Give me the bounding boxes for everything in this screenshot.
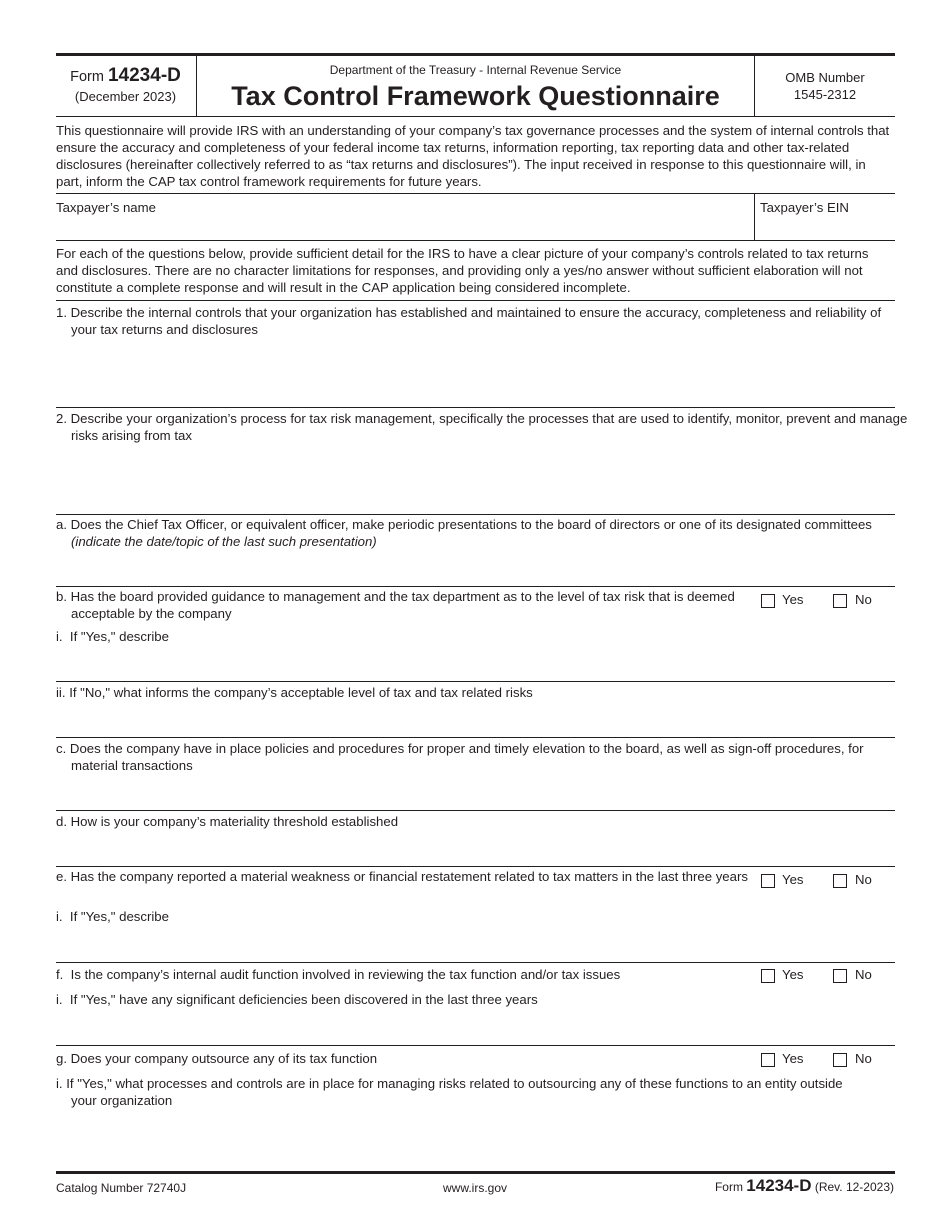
- question-d-answer-area[interactable]: [56, 831, 895, 865]
- taxpayer-ein-field[interactable]: [755, 194, 895, 240]
- form-id-block: [56, 66, 195, 106]
- question-f-no-label: No: [855, 967, 872, 982]
- taxpayer-name-field[interactable]: [56, 194, 754, 240]
- intro-paragraph: This questionnaire will provide IRS with an understanding of your company’s tax governance processes and the system of internal controls that ensure the accuracy and completeness of your federal income tax returns, information reporting, tax reporting data and other tax-related disclosures (hereinafter collectively referred to as “tax returns and disclosures”). The input received in response to this questionnaire will, in part, inform the CAP tax control framework requirements for future years.: [56, 123, 890, 189]
- footer-revision: (Rev. 12-2023): [814, 1180, 894, 1194]
- question-g-yes-label: Yes: [782, 1051, 804, 1066]
- question-e-no-label: No: [855, 872, 872, 887]
- question-e-i-answer-area[interactable]: [56, 926, 895, 960]
- question-a-rule: [56, 586, 895, 587]
- question-d-rule: [56, 866, 895, 867]
- question-2-answer-area[interactable]: [56, 446, 895, 512]
- question-b-yes-checkbox[interactable]: [761, 594, 775, 608]
- question-a-answer-area[interactable]: [56, 552, 895, 584]
- question-2-rule: [56, 514, 895, 515]
- question-e-rule: [56, 962, 895, 963]
- catalog-number: Catalog Number 72740J: [56, 1181, 187, 1195]
- question-b-i: i. If "Yes," describe: [56, 629, 169, 644]
- omb-label: OMB Number: [785, 70, 865, 85]
- question-a-italic: (indicate the date/topic of the last such presentation): [71, 534, 377, 549]
- question-b-ii: ii. If "No," what informs the company’s acceptable level of tax and tax related risks: [56, 685, 533, 700]
- form-date: (December 2023): [74, 89, 177, 104]
- question-b-yes-label: Yes: [782, 592, 804, 607]
- question-a-text: a. Does the Chief Tax Officer, or equivalent officer, make periodic presentations to the board of directors or one of its designated committees: [56, 517, 872, 532]
- question-f-i: i. If "Yes," have any significant deficiencies been discovered in the last three years: [56, 992, 538, 1007]
- taxpayer-name-label: Taxpayer’s name: [56, 200, 156, 215]
- question-d: d. How is your company’s materiality threshold established: [56, 814, 399, 829]
- form-title: Tax Control Framework Questionnaire: [231, 81, 720, 111]
- question-g-i: i. If "Yes," what processes and controls are in place for managing risks related to outsourcing any of these functions to an entity outside your organization: [56, 1076, 843, 1108]
- question-f-no-checkbox[interactable]: [833, 969, 847, 983]
- question-b-no-label: No: [855, 592, 872, 607]
- question-b-i-answer-area[interactable]: [56, 646, 895, 680]
- question-b-i-rule: [56, 681, 895, 682]
- question-g: g. Does your company outsource any of its tax function: [56, 1051, 378, 1066]
- department-name: Department of the Treasury - Internal Revenue Service: [329, 63, 622, 77]
- top-rule: [56, 53, 895, 56]
- question-f-i-answer-area[interactable]: [56, 1010, 895, 1044]
- irs-website: www.irs.gov: [442, 1181, 507, 1195]
- header-bottom-rule: [56, 116, 895, 117]
- question-c-rule: [56, 810, 895, 811]
- omb-number: 1545-2312: [793, 87, 857, 102]
- question-b-ii-answer-area[interactable]: [56, 702, 895, 736]
- form-prefix: Form: [70, 69, 104, 85]
- instructions-bottom-rule: [56, 300, 895, 301]
- question-b-ii-rule: [56, 737, 895, 738]
- question-a: [56, 516, 909, 550]
- question-1: 1. Describe the internal controls that your organization has established and maintained to ensure the accuracy, completeness and reliability of your tax returns and disclosures: [56, 305, 882, 337]
- question-e-no-checkbox[interactable]: [833, 874, 847, 888]
- question-c: c. Does the company have in place policies and procedures for proper and timely elevation to the board, as well as sign-off procedures, for material transactions: [56, 741, 864, 773]
- question-2: 2. Describe your organization’s process for tax risk management, specifically the processes that are used to identify, monitor, prevent and manage risks arising from tax: [56, 411, 908, 443]
- instructions-paragraph: For each of the questions below, provide sufficient detail for the IRS to have a clear picture of your company’s controls related to tax returns and disclosures. There are no character limitations for responses, and providing only a yes/no answer without sufficient elaboration will not constitute a complete response and will result in the CAP application being considered incomplete.: [56, 246, 869, 295]
- question-1-rule: [56, 407, 895, 408]
- footer-form-prefix: Form: [714, 1180, 743, 1194]
- question-e-i: i. If "Yes," describe: [56, 909, 169, 924]
- question-f: f. Is the company’s internal audit function involved in reviewing the tax function and/or tax issues: [56, 967, 621, 982]
- question-b: b. Has the board provided guidance to management and the tax department as to the level of tax risk that is deemed acceptable by the company: [56, 589, 735, 621]
- fields-bottom-rule: [56, 240, 895, 241]
- question-g-no-checkbox[interactable]: [833, 1053, 847, 1067]
- question-g-i-answer-area[interactable]: [56, 1112, 895, 1168]
- question-e-yes-label: Yes: [782, 872, 804, 887]
- title-block: [197, 62, 754, 113]
- form-number: 14234-D: [107, 65, 181, 86]
- footer-form-number: 14234-D: [746, 1176, 812, 1195]
- question-1-answer-area[interactable]: [56, 340, 895, 406]
- question-f-yes-label: Yes: [782, 967, 804, 982]
- question-e-yes-checkbox[interactable]: [761, 874, 775, 888]
- question-f-rule: [56, 1045, 895, 1046]
- taxpayer-ein-label: Taxpayer’s EIN: [760, 200, 849, 215]
- question-c-answer-area[interactable]: [56, 776, 895, 808]
- question-g-yes-checkbox[interactable]: [761, 1053, 775, 1067]
- question-g-no-label: No: [855, 1051, 872, 1066]
- question-e: e. Has the company reported a material weakness or financial restatement related to tax matters in the last three years: [56, 869, 748, 884]
- footer-rule: [56, 1171, 895, 1174]
- question-f-yes-checkbox[interactable]: [761, 969, 775, 983]
- footer-form-id: [715, 1176, 894, 1197]
- omb-block: [755, 69, 895, 103]
- question-b-no-checkbox[interactable]: [833, 594, 847, 608]
